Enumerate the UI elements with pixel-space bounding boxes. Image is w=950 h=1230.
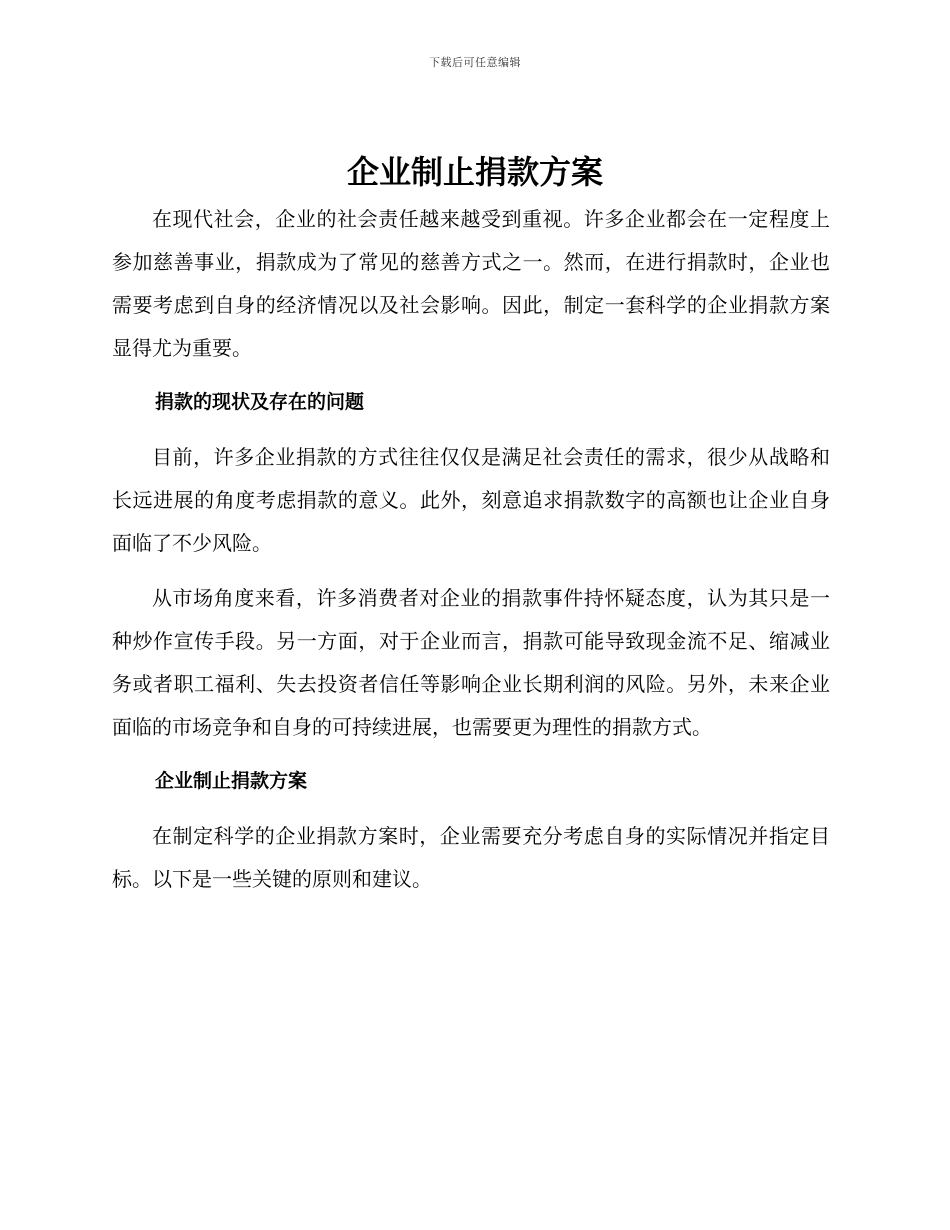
section-heading-plan: 企业制止捐款方案 — [155, 770, 308, 792]
status-paragraph-2: 从市场角度来看，许多消费者对企业的捐款事件持怀疑态度，认为其只是一种炒作宣传手段。另一方面，对于企业而言，捐款可能导致现金流不足、缩减业务或者职工福利、失去投资者信任等影响企业长期利润的风险。另外，未来企业面临的市场竞争和自身的可持续进展，也需要更为理性的捐款方式。 — [112, 586, 830, 739]
intro-paragraph: 在现代社会，企业的社会责任越来越受到重视。许多企业都会在一定程度上参加慈善事业，捐款成为了常见的慈善方式之一。然而，在进行捐款时，企业也需要考虑到自身的经济情况以及社会影响。因此，制定一套科学的企业捐款方案显得尤为重要。 — [112, 207, 830, 360]
document-body — [112, 198, 830, 913]
header-note: 下载后可任意编辑 — [429, 56, 521, 69]
document-title: 企业制止捐款方案 — [346, 153, 603, 191]
section-heading-status: 捐款的现状及存在的问题 — [155, 391, 365, 413]
plan-paragraph: 在制定科学的企业捐款方案时，企业需要充分考虑自身的实际情况并指定目标。以下是一些关键的原则和建议。 — [112, 824, 830, 891]
status-paragraph-1: 目前，许多企业捐款的方式往往仅仅是满足社会责任的需求，很少从战略和长远进展的角度考虑捐款的意义。此外，刻意追求捐款数字的高额也让企业自身面临了不少风险。 — [112, 445, 830, 555]
